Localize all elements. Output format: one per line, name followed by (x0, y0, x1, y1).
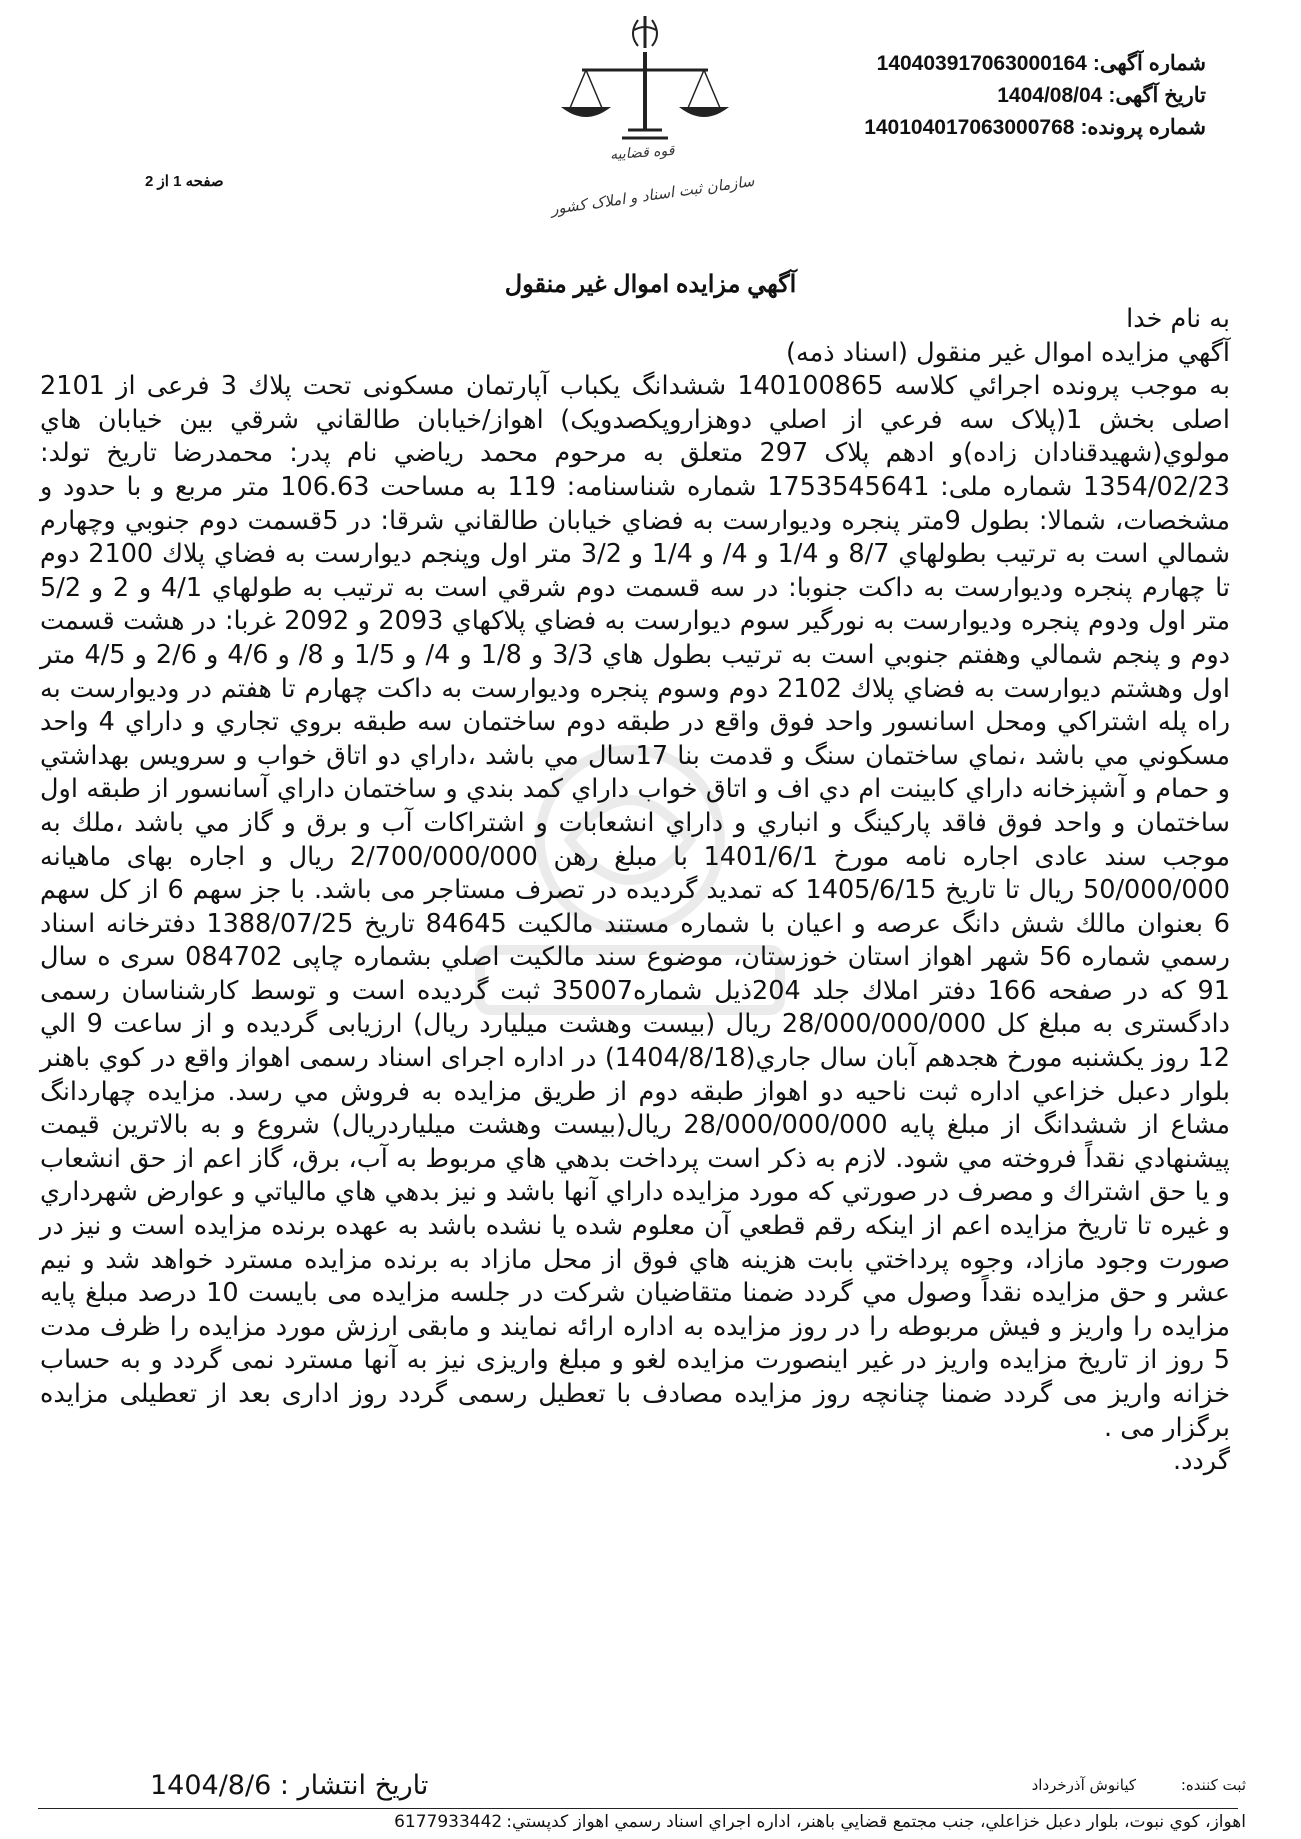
publish-date (150, 1770, 428, 1801)
greeting: به نام خدا (1126, 304, 1230, 334)
registrar-name: كيانوش آذرخرداد (1031, 1776, 1137, 1794)
case-number-label: شماره پرونده: (1080, 116, 1206, 139)
notice-title: آگهي مزايده اموال غير منقول (504, 271, 797, 298)
page-number: صفحه 1 از 2 (145, 173, 224, 190)
registrar (1032, 1776, 1246, 1794)
footer-address-text: اهواز، كوي نبوت، بلوار دعبل خزاعلي، جنب مجتمع قضايي باهنر، اداره اجراي اسناد رسمي اهواز كدپستي: (506, 1812, 1246, 1832)
notice-date-label: تاریخ آگهی: (1108, 84, 1206, 107)
notice-number: 140403917063000164 (876, 52, 1087, 75)
registrar-label: ثبت كننده: (1180, 1776, 1246, 1794)
body-paragraph: به موجب پرونده اجرائي كلاسه 140100865 ششدانگ يكباب آپارتمان مسكونى تحت پلاك 3 فرعى از 2101 اصلى بخش 1(پلاک سه فرعي از اصلي دوهزاروپکصدويک) اهواز/خيابان طالقاني شرقي بين خيابان هاي مولوي(شهيدقنادان زاده)و ادهم پلاک 297 متعلق به مرحوم محمد رياضي نام پدر: محمدرضا تاريخ تولد: 1354/02/23 شماره ملى: 1753545641 شماره شناسنامه: 119 به مساحت 106.63 متر مربع و با حدود و مشخصات، شمالا: بطول 9متر پنجره وديوارست به فضاي خيابان طالقاني شرقا: در 5قسمت دوم جنوبي وچهارم شمالي است به ترتيب بطولهاي 8/7 و 1/4 و 4/ و 1/4 و 3/2 متر اول وپنجم ديوارست به فضاي پلاك 2100 دوم تا چهارم پنجره وديوارست به داكت جنوبا: در سه قسمت دوم شرقي است به ترتيب به طولهاي 4/1 و 2 و 5/2 متر اول ودوم پنجره وديوارست به نورگير سوم ديوارست به فضاي پلاكهاي 2093 و 2092 غربا: در هشت قسمت دوم و پنجم شمالي وهفتم جنوبي است به ترتيب بطول هاي 3/3 و 1/8 و 4/ و 1/5 و 8/ و 4/6 و 2/6 و 4/5 متر اول وهشتم ديوارست به فضاي پلاك 2102 دوم وسوم پنجره وديوارست به داكت چهارم تا هفتم در وديوارست به راه پله اشتراكي ومحل اسانسور واحد فوق واقع در طبقه دوم ساختمان سه طبقه بروي تجاري و داراي 4 واحد مسكوني مي باشد ،نماي ساختمان سنگ و قدمت بنا 17سال مي باشد ،داراي دو اتاق خواب و سرويس بهداشتي و حمام و آشپزخانه داراي كابينت ام دي اف و اتاق خواب داراي كمد بندي و ساختمان داراي آسانسور از طبقه اول ساختمان و واحد فوق فاقد پاركينگ و انباري و داراي انشعابات و اشتراكات آب و برق و گاز مي باشد ،ملك به موجب سند عادى اجاره نامه مورخ 1401/6/1 با مبلغ رهن 2/700/000/000 ريال و اجاره بهاى ماهيانه 50/000/000 ريال تا تاريخ 1405/6/15 كه تمديد گرديده در تصرف مستاجر مى باشد. با جز سهم 6 از كل سهم 6 بعنوان مالك شش دانگ عرصه و اعيان با شماره مستند مالكيت 84645 تاريخ 1388/07/25 دفترخانه اسناد رسمي شماره 56 شهر اهواز استان خوزستان، موضوع سند مالكيت اصلي بشماره چاپى 084702 سرى ه سال 91 كه در صفحه 166 دفتر املاك جلد 204ذيل شماره35007 ثبت گرديده است و توسط كارشناسان رسمى دادگسترى به مبلغ كل 28/000/000/000 ريال (بيست وهشت ميليارد ريال) ارزيابى گرديده و از ساعت 9 الي 12 روز يكشنبه مورخ هجدهم آبان سال جاري(1404/8/18) در اداره اجراى اسناد رسمى اهواز واقع در كوي باهنر بلوار دعبل خزاعي اداره ثبت ناحيه دو اهواز طبقه دوم از طريق مزايده به فروش مي رسد. مزايده چهاردانگ مشاع از ششدانگ از مبلغ پايه 28/000/000/000 ريال(بيست وهشت ميلياردريال) شروع و به بالاترين قيمت پيشنهادي نقداً فروخته مي شود. لازم به ذكر است پرداخت بدهي هاي مربوط به آب، برق، گاز اعم از حق انشعاب و يا حق اشتراك و مصرف در صورتي كه مورد مزايده داراي آنها باشد و نيز بدهي هاي مالياتي و عوارض شهرداري و غيره تا تاريخ مزايده اعم از اينكه رقم قطعي آن معلوم شده يا نشده باشد به عهده برنده مزايده است و نيز در صورت وجود مازاد، وجوه پرداختي بابت هزينه هاي فوق از محل مازاد به برنده مزايده مسترد خواهد شد و نيم عشر و حق مزايده نقداً وصول مي گردد ضمنا متقاضيان شركت در جلسه مزايده مى بايست 10 درصد مبلغ پايه مزايده را واريز و فيش مربوطه را در روز مزايده به اداره ارائه نمايند و مابقى ارزش مورد مزايده را ظرف مدت 5 روز از تاريخ مزايده واريز در غير اينصورت مزايده لغو و مبلغ واريزى نيز به آنها مسترد نمى گردد و به حساب خزانه واريز مى گردد ضمنا چنانچه روز مزايده مصادف با تعطيل رسمى گردد روز ادارى بعد از تعطيلى مزايده برگزار مى . (40, 371, 1231, 1443)
notice-date: 1404/08/04 (997, 84, 1103, 107)
logo-text-registry: سازمان ثبت اسناد و املاک کشور (549, 171, 756, 219)
publish-date-value: 1404/8/6 (150, 1770, 272, 1801)
logo-text-judiciary: قوه قضاییه (609, 142, 675, 164)
publish-date-label: تاريخ انتشار : (279, 1770, 429, 1801)
footer-divider (38, 1808, 1238, 1809)
notice-number-label: شماره آگهی: (1092, 52, 1206, 75)
notice-body (40, 303, 1230, 1479)
footer-address (394, 1812, 1246, 1832)
case-number: 140104017063000768 (864, 116, 1075, 139)
footer-postal-code: 6177933442 (394, 1812, 503, 1832)
body-closing: گردد. (1172, 1446, 1230, 1477)
judiciary-logo (530, 8, 780, 233)
body-subtitle: آگهي مزايده اموال غير منقول (اسناد ذمه) (786, 337, 1230, 368)
